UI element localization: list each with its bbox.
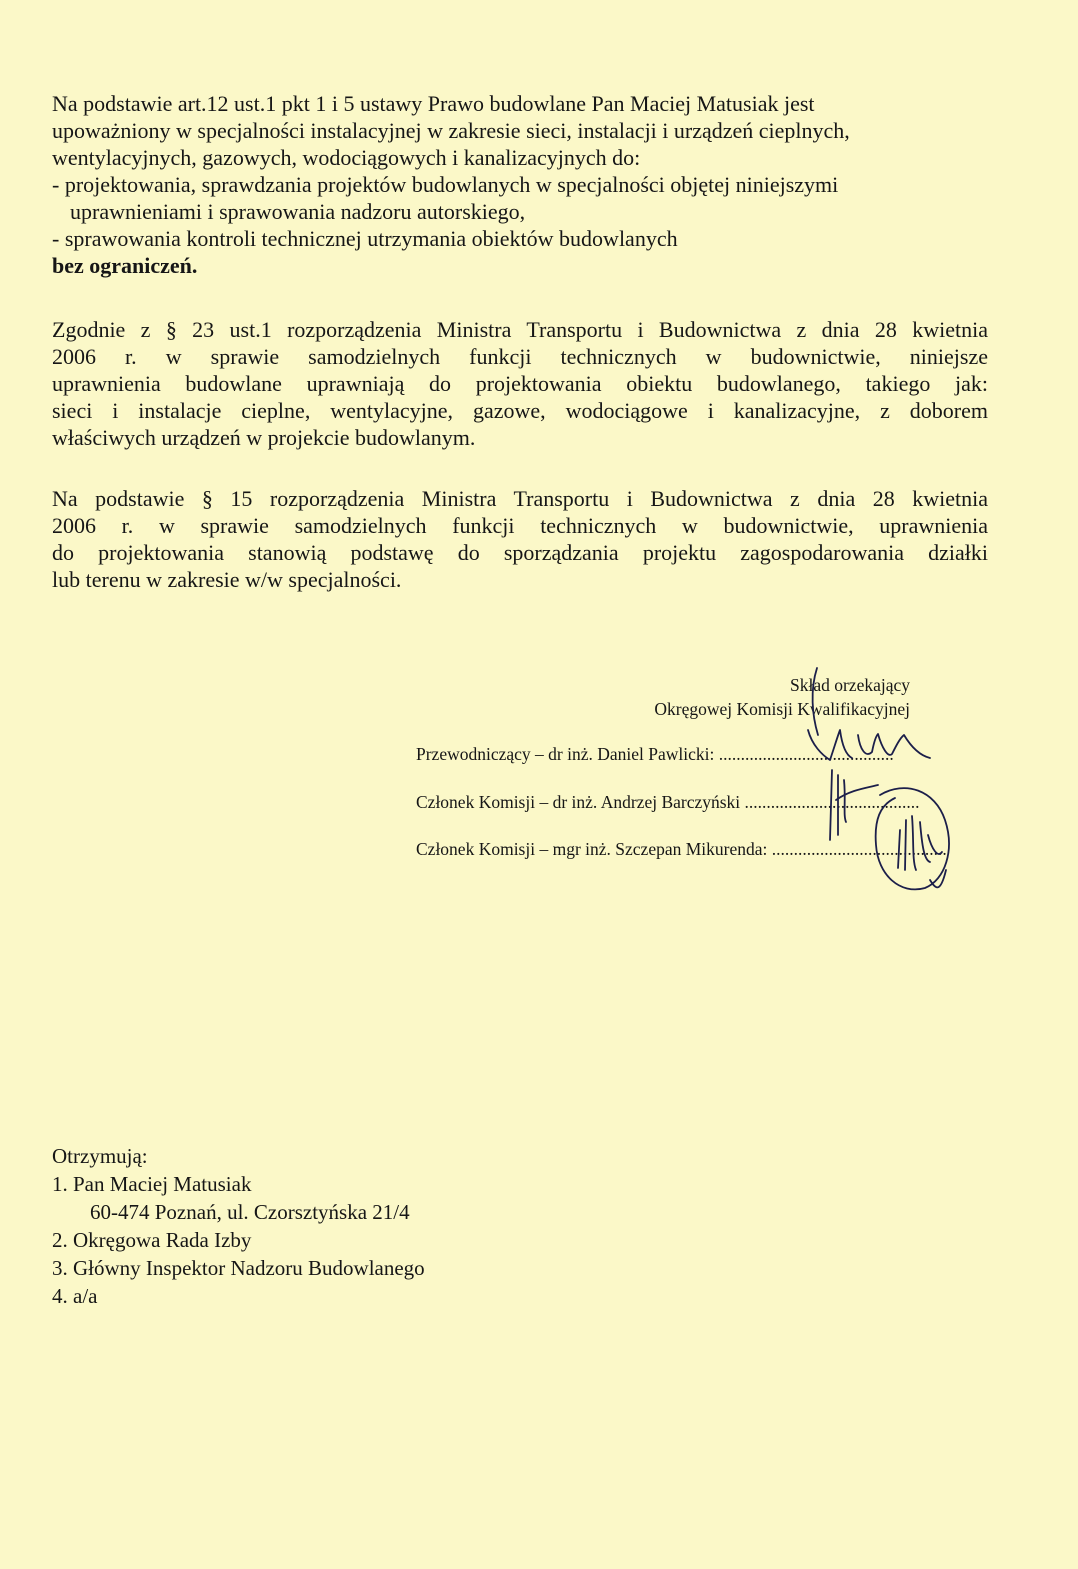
signature-stroke bbox=[830, 770, 832, 840]
paragraph-line: uprawnieniami i sprawowania nadzoru autorskiego, bbox=[70, 199, 526, 224]
paragraph-line: upoważniony w specjalności instalacyjnej w zakresie sieci, instalacji i urządzeń cieplnych, bbox=[52, 118, 850, 143]
committee-heading-line: Okręgowej Komisji Kwalifikacyjnej bbox=[654, 699, 910, 719]
paragraph-line: Zgodnie z § 23 ust.1 rozporządzenia Ministra Transportu i Budownictwa z dnia 28 kwietnia bbox=[52, 317, 988, 342]
paragraph-line: 2006 r. w sprawie samodzielnych funkcji technicznych w budownictwie, niniejsze bbox=[52, 344, 988, 369]
paragraph-line: do projektowania stanowią podstawę do sporządzania projektu zagospodarowania działki bbox=[52, 540, 988, 565]
signature-stroke bbox=[858, 734, 930, 758]
signature-label: Członek Komisji – dr inż. Andrzej Barczyński bbox=[416, 792, 741, 812]
paragraph-line: - sprawowania kontroli technicznej utrzymania obiektów budowlanych bbox=[52, 226, 678, 251]
recipients-block bbox=[52, 1142, 652, 1310]
recipient-line: 2. Okręgowa Rada Izby bbox=[52, 1228, 252, 1252]
signature-label: Członek Komisji – mgr inż. Szczepan Mikurenda: bbox=[416, 839, 768, 859]
recipient-address: 60-474 Poznań, ul. Czorsztyńska 21/4 bbox=[90, 1200, 410, 1224]
signature-dots: ........................................ bbox=[771, 839, 947, 859]
signature-dots: ........................................ bbox=[718, 744, 894, 764]
paragraph-line: 2006 r. w sprawie samodzielnych funkcji technicznych w budownictwie, uprawnienia bbox=[52, 513, 988, 538]
paragraph-line: - projektowania, sprawdzania projektów budowlanych w specjalności objętej niniejszymi bbox=[52, 172, 839, 197]
paragraph-line: sieci i instalacje cieplne, wentylacyjne, gazowe, wodociągowe i kanalizacyjne, z doborem bbox=[52, 398, 988, 423]
signature-stroke bbox=[813, 668, 818, 735]
recipient-line: 4. a/a bbox=[52, 1284, 98, 1308]
recipient-line: 3. Główny Inspektor Nadzoru Budowlanego bbox=[52, 1256, 425, 1280]
signature-stroke bbox=[898, 816, 942, 870]
paragraph-line-bold: bez ograniczeń. bbox=[52, 253, 198, 278]
committee-heading-line: Skład orzekający bbox=[789, 675, 910, 695]
signature-dots: ........................................ bbox=[744, 792, 920, 812]
signature-label: Przewodniczący – dr inż. Daniel Pawlicki: bbox=[416, 744, 715, 764]
signature-stroke bbox=[808, 730, 852, 760]
paragraph-line: wentylacyjnych, gazowych, wodociągowych i kanalizacyjnych do: bbox=[52, 145, 641, 170]
signature-stroke bbox=[838, 775, 846, 835]
signature-stroke bbox=[836, 785, 878, 800]
paragraph-line: Na podstawie art.12 ust.1 pkt 1 i 5 ustawy Prawo budowlane Pan Maciej Matusiak jest bbox=[52, 91, 815, 116]
recipient-line: 1. Pan Maciej Matusiak bbox=[52, 1172, 252, 1196]
paragraph-line: właściwych urządzeń w projekcie budowlanym. bbox=[52, 425, 476, 450]
paragraph-line: uprawnienia budowlane uprawniają do projektowania obiektu budowlanego, takiego jak: bbox=[52, 371, 988, 396]
paragraph-line: lub terenu w zakresie w/w specjalności. bbox=[52, 567, 402, 592]
paragraph-line: Na podstawie § 15 rozporządzenia Ministra Transportu i Budownictwa z dnia 28 kwietnia bbox=[52, 486, 988, 511]
recipients-heading: Otrzymują: bbox=[52, 1144, 148, 1168]
